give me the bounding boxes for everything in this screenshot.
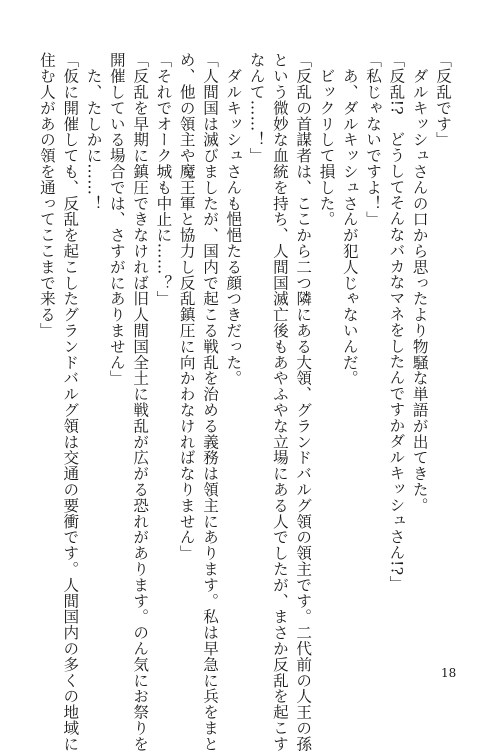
text-line-7: 「反乱の首謀者は、ここから二つ隣にある大領、グランドバルグ領の領主です。二代前の人王の孫 xyxy=(294,52,313,752)
text-line-2: ダルキッシュさんの口から思ったより物騒な単語が出てきた。 xyxy=(410,52,429,514)
page-number: 18 xyxy=(441,666,457,680)
text-line-5: あ、ダルキッシュさんが犯人じゃないんだ。 xyxy=(340,52,359,386)
text-line-6: ビックリして損した。 xyxy=(317,52,336,227)
text-line-4: 「私じゃないですよ！」 xyxy=(364,52,383,227)
text-line-11: 「人間国は滅びましたが、国内で起こる戦乱を治める義務は領主にあります。私は早急に兵をまと xyxy=(201,52,220,752)
text-line-8: という微妙な血統を持ち、人間国滅亡後もあやふやな立場にある人でしたが、まさか反乱を起こす xyxy=(270,52,289,752)
text-line-16: た、たしかに……！ xyxy=(84,52,103,211)
text-line-3: 「反乱!? どうしてそんなバカなマネをしたんですかダルキッシュさん!?」 xyxy=(387,52,406,592)
text-line-12: め、他の領主や魔王軍と協力し反乱鎮圧に向かわなければなりません」 xyxy=(177,52,196,561)
text-line-10: ダルキッシュさんも悒悒たる顔つきだった。 xyxy=(224,52,243,386)
text-line-18: 住む人があの領を通ってここまで来る」 xyxy=(37,52,56,339)
text-line-9: なんて……！」 xyxy=(247,52,266,164)
text-line-14: 「反乱を早期に鎮圧できなければ旧人間国全土に戦乱が広がる恐れがあります。のん気にお祭りを xyxy=(131,52,150,752)
text-line-15: 開催している場合では、さすがにありません」 xyxy=(107,52,126,386)
text-line-17: 「仮に開催しても、反乱を起こしたグランドバルグ領は交通の要衝です。人間国内の多くの地域に xyxy=(61,52,80,752)
text-line-1: 「反乱です」 xyxy=(434,52,452,148)
text-line-13: 「それでオーク城も中止に……？」 xyxy=(154,52,173,307)
